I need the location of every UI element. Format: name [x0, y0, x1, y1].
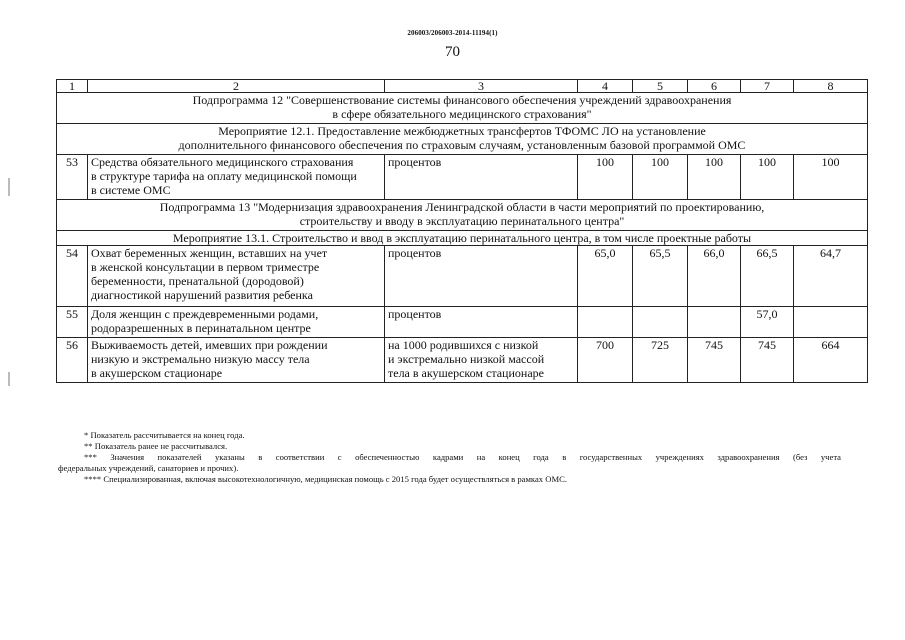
footnote: * Показатель рассчитывается на конец года.	[84, 430, 245, 440]
value-cell: 745	[688, 338, 741, 383]
value-cell: 66,0	[688, 246, 741, 307]
indicator-name: Средства обязательного медицинского страхования в структуре тарифа на оплату медицинской помощи в системе ОМС	[88, 155, 385, 200]
value-cell: 66,5	[741, 246, 794, 307]
value-cell: 664	[794, 338, 868, 383]
row-number: 55	[57, 307, 88, 338]
value-cell	[794, 307, 868, 338]
footnote: *** Значения показателей указаны в соответствии с обеспеченностью кадрами на конец года в государственных учреждениях здравоохранения (без учета	[84, 452, 841, 462]
table-row	[57, 338, 868, 383]
unit-of-measure: процентов	[385, 155, 578, 200]
indicator-name: Доля женщин с преждевременными родами, родоразрешенных в перинатальном центре	[88, 307, 385, 338]
measure-13-1-row	[57, 231, 868, 246]
value-cell: 100	[741, 155, 794, 200]
footnote-continuation: федеральных учреждений, санаториев и прочих).	[58, 463, 239, 473]
indicator-name: Выживаемость детей, имевших при рождении низкую и экстремально низкую массу тела в акушерском стационаре	[88, 338, 385, 383]
table-row	[57, 155, 868, 200]
value-cell: 65,5	[633, 246, 688, 307]
value-cell: 100	[688, 155, 741, 200]
row-number: 53	[57, 155, 88, 200]
column-number: 3	[385, 80, 578, 93]
scan-margin-mark	[8, 372, 10, 386]
measure-13-1-title: Мероприятие 13.1. Строительство и ввод в эксплуатацию перинатального центра, в том числе проектные работы	[57, 231, 868, 246]
column-number: 6	[688, 80, 741, 93]
table-row	[57, 246, 868, 307]
subprogram-13-title: Подпрограмма 13 "Модернизация здравоохранения Ленинградской области в части мероприятий по проектированию, строительству и вводу в эксплуатацию перинатального центра"	[57, 200, 868, 231]
unit-of-measure: на 1000 родившихся с низкой и экстремально низкой массой тела в акушерском стационаре	[385, 338, 578, 383]
value-cell: 725	[633, 338, 688, 383]
column-number: 2	[88, 80, 385, 93]
value-cell	[578, 307, 633, 338]
scan-margin-mark	[8, 178, 10, 196]
page-number: 70	[445, 44, 460, 60]
unit-of-measure: процентов	[385, 307, 578, 338]
column-number: 5	[633, 80, 688, 93]
value-cell: 745	[741, 338, 794, 383]
column-number: 8	[794, 80, 868, 93]
value-cell: 100	[578, 155, 633, 200]
value-cell: 100	[633, 155, 688, 200]
value-cell: 700	[578, 338, 633, 383]
footnote: ** Показатель ранее не рассчитывался.	[84, 441, 228, 451]
value-cell: 57,0	[741, 307, 794, 338]
document-id: 206003/206003-2014-11194(1)	[407, 29, 498, 37]
footnote: **** Специализированная, включая высокотехнологичную, медицинская помощь с 2015 года будет осуществляться в рамках ОМС.	[84, 474, 567, 484]
column-number-row	[57, 80, 868, 93]
subprogram-13-row	[57, 200, 868, 231]
row-number: 56	[57, 338, 88, 383]
measure-12-1-row	[57, 124, 868, 155]
footnotes	[58, 430, 841, 485]
table-row	[57, 307, 868, 338]
column-number: 4	[578, 80, 633, 93]
value-cell: 100	[794, 155, 868, 200]
row-number: 54	[57, 246, 88, 307]
value-cell	[688, 307, 741, 338]
indicators-table	[56, 79, 868, 383]
value-cell	[633, 307, 688, 338]
value-cell: 64,7	[794, 246, 868, 307]
subprogram-12-row	[57, 93, 868, 124]
column-number: 1	[57, 80, 88, 93]
column-number: 7	[741, 80, 794, 93]
unit-of-measure: процентов	[385, 246, 578, 307]
indicator-name: Охват беременных женщин, вставших на учет в женской консультации в первом триместре беременности, пренатальной (дородовой) диагностикой нарушений развития ребенка	[88, 246, 385, 307]
measure-12-1-title: Мероприятие 12.1. Предоставление межбюджетных трансфертов ТФОМС ЛО на установление дополнительного финансового обеспечения по страховым случаям, установленным базовой программой ОМС	[57, 124, 868, 155]
subprogram-12-title: Подпрограмма 12 "Совершенствование системы финансового обеспечения учреждений здравоохранения в сфере обязательного медицинского страхования"	[57, 93, 868, 124]
value-cell: 65,0	[578, 246, 633, 307]
